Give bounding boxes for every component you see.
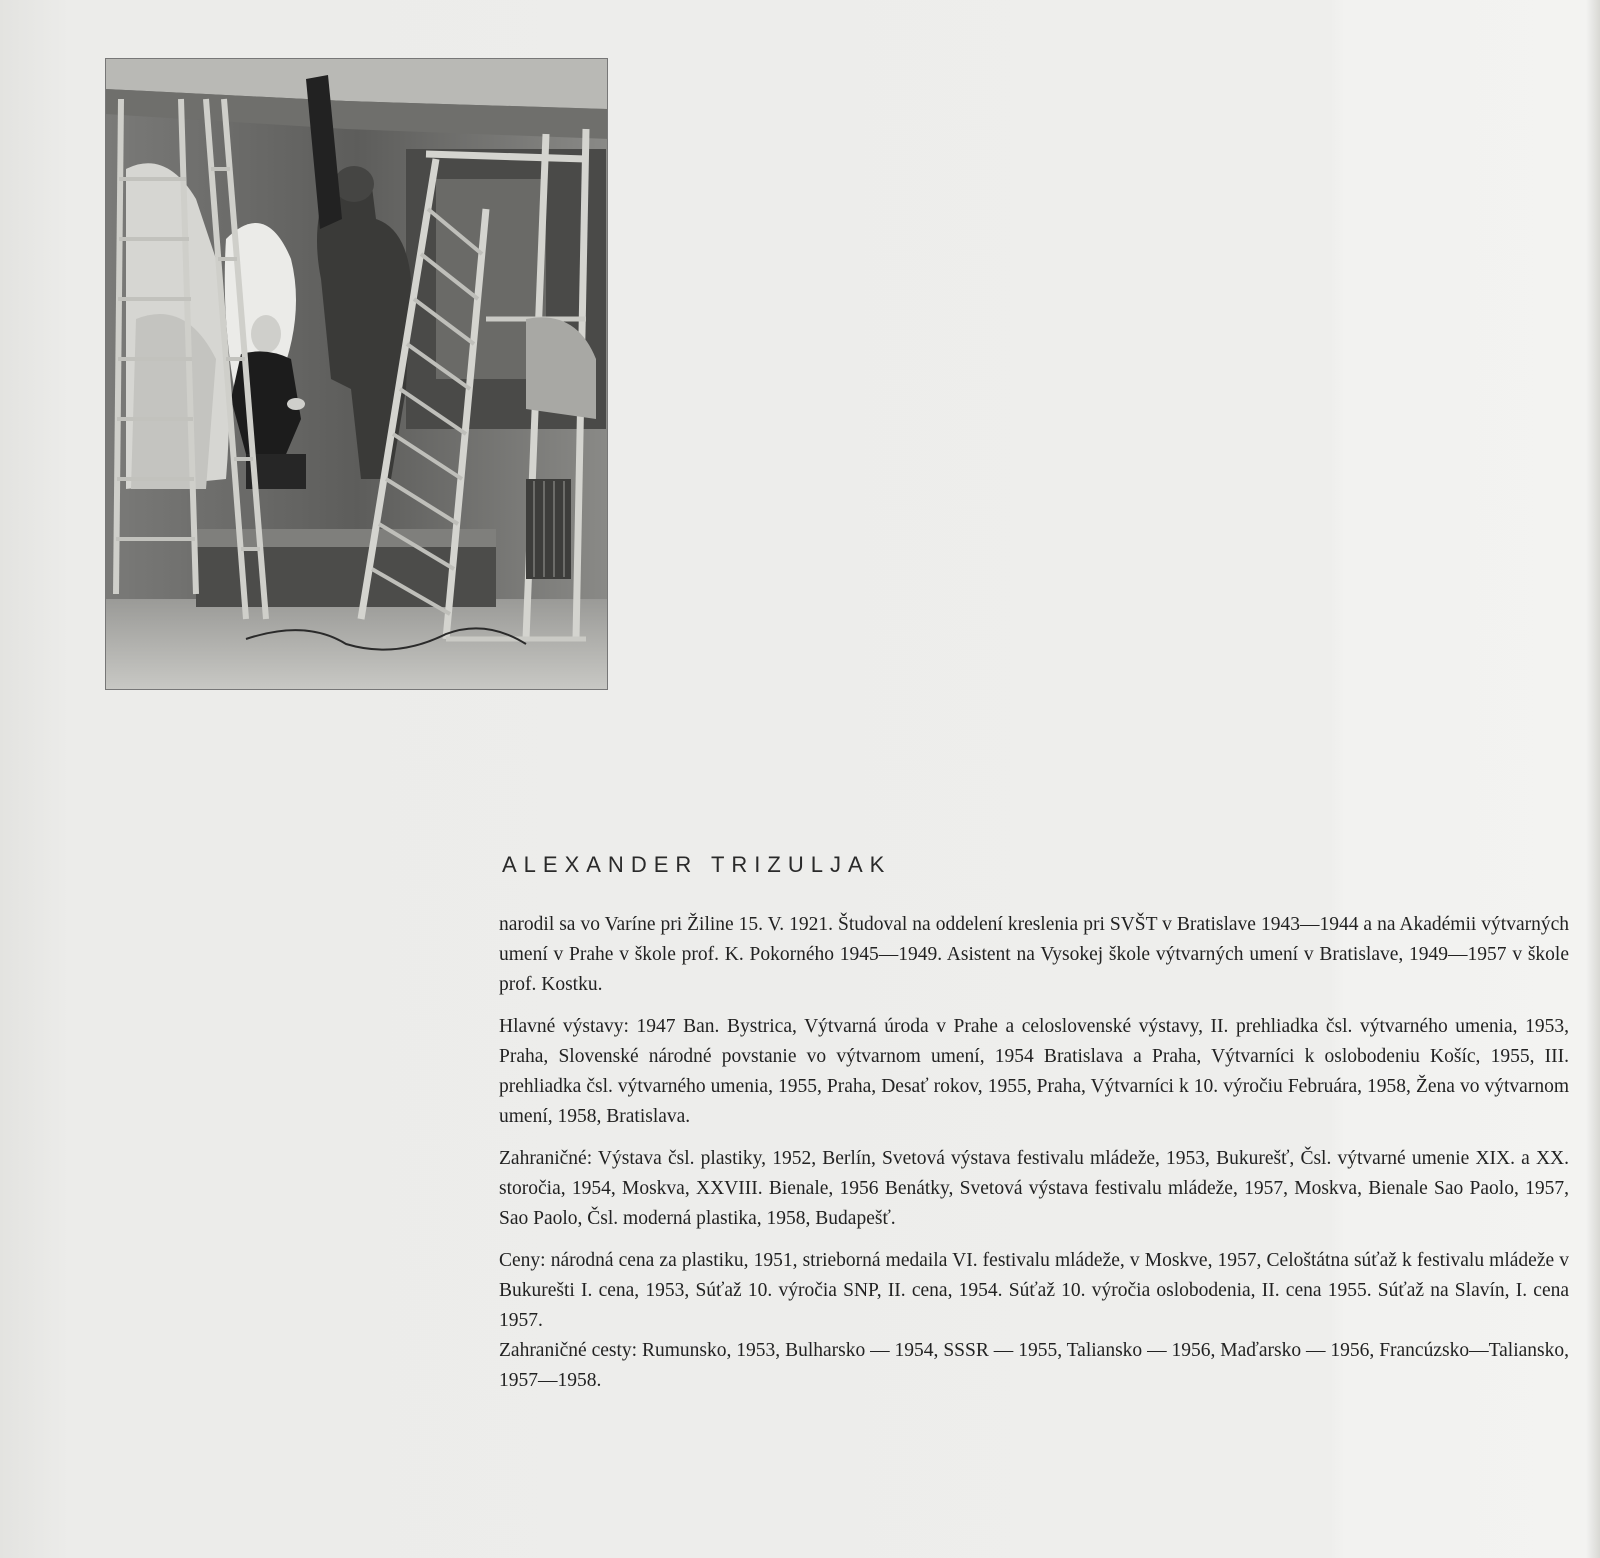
awards-paragraph: Ceny: národná cena za plastiku, 1951, strieborná medaila VI. festivalu mládeže, v Moskve, 1957, Celoštátna súťaž k festivalu mládeže v Bukurešti I. cena, 1953, Súťaž 10. výročia SNP, II. cena, 1954. Súťaž 10. výročia oslobodenia, II. cena 1955. Súťaž na Slavín, I. cena 1957. — [499, 1250, 1569, 1331]
workshop-photograph — [105, 58, 608, 690]
biography-article — [499, 852, 1569, 1408]
photo-illustration — [106, 59, 608, 690]
biography-paragraph: narodil sa vo Varíne pri Žiline 15. V. 1921. Študoval na oddelení kreslenia pri SVŠT v Bratislave 1943—1944 a na Akadémii výtvarných umení v Prahe v škole prof. K. Pokorného 1945—1949. Asistent na Vysokej škole výtvarných umení v Bratislave, 1949—1957 v škole prof. Kostku. — [499, 914, 1569, 995]
page-edge — [1586, 0, 1600, 1558]
foreign-exhibitions-paragraph: Zahraničné: Výstava čsl. plastiky, 1952, Berlín, Svetová výstava festivalu mládeže, 1953, Bukurešť, Čsl. výtvarné umenie XIX. a XX. storočia, 1954, Moskva, XXVIII. Bienale, 1956 Benátky, Svetová výstava festivalu mládeže, 1957, Moskva, Bienale Sao Paolo, 1957, Sao Paolo, Čsl. moderná plastika, 1958, Budapešť. — [499, 1148, 1569, 1229]
foreign-trips-paragraph: Zahraničné cesty: Rumunsko, 1953, Bulharsko — 1954, SSSR — 1955, Taliansko — 1956, Maďarsko — 1956, Francúzsko—Taliansko, 1957—1958. — [499, 1340, 1569, 1391]
artist-name-heading: ALEXANDER TRIZULJAK — [502, 852, 892, 877]
main-exhibitions-paragraph: Hlavné výstavy: 1947 Ban. Bystrica, Výtvarná úroda v Prahe a celoslovenské výstavy, II. prehliadka čsl. výtvarného umenia, 1953, Praha, Slovenské národné povstanie vo výtvarnom umení, 1954 Bratislava a Praha, Výtvarníci k oslobodeniu Košíc, 1955, III. prehliadka čsl. výtvarného umenia, 1955, Praha, Desať rokov, 1955, Praha, Výtvarníci k 10. výročiu Februára, 1958, Žena vo výtvarnom umení, 1958, Bratislava. — [499, 1016, 1569, 1127]
